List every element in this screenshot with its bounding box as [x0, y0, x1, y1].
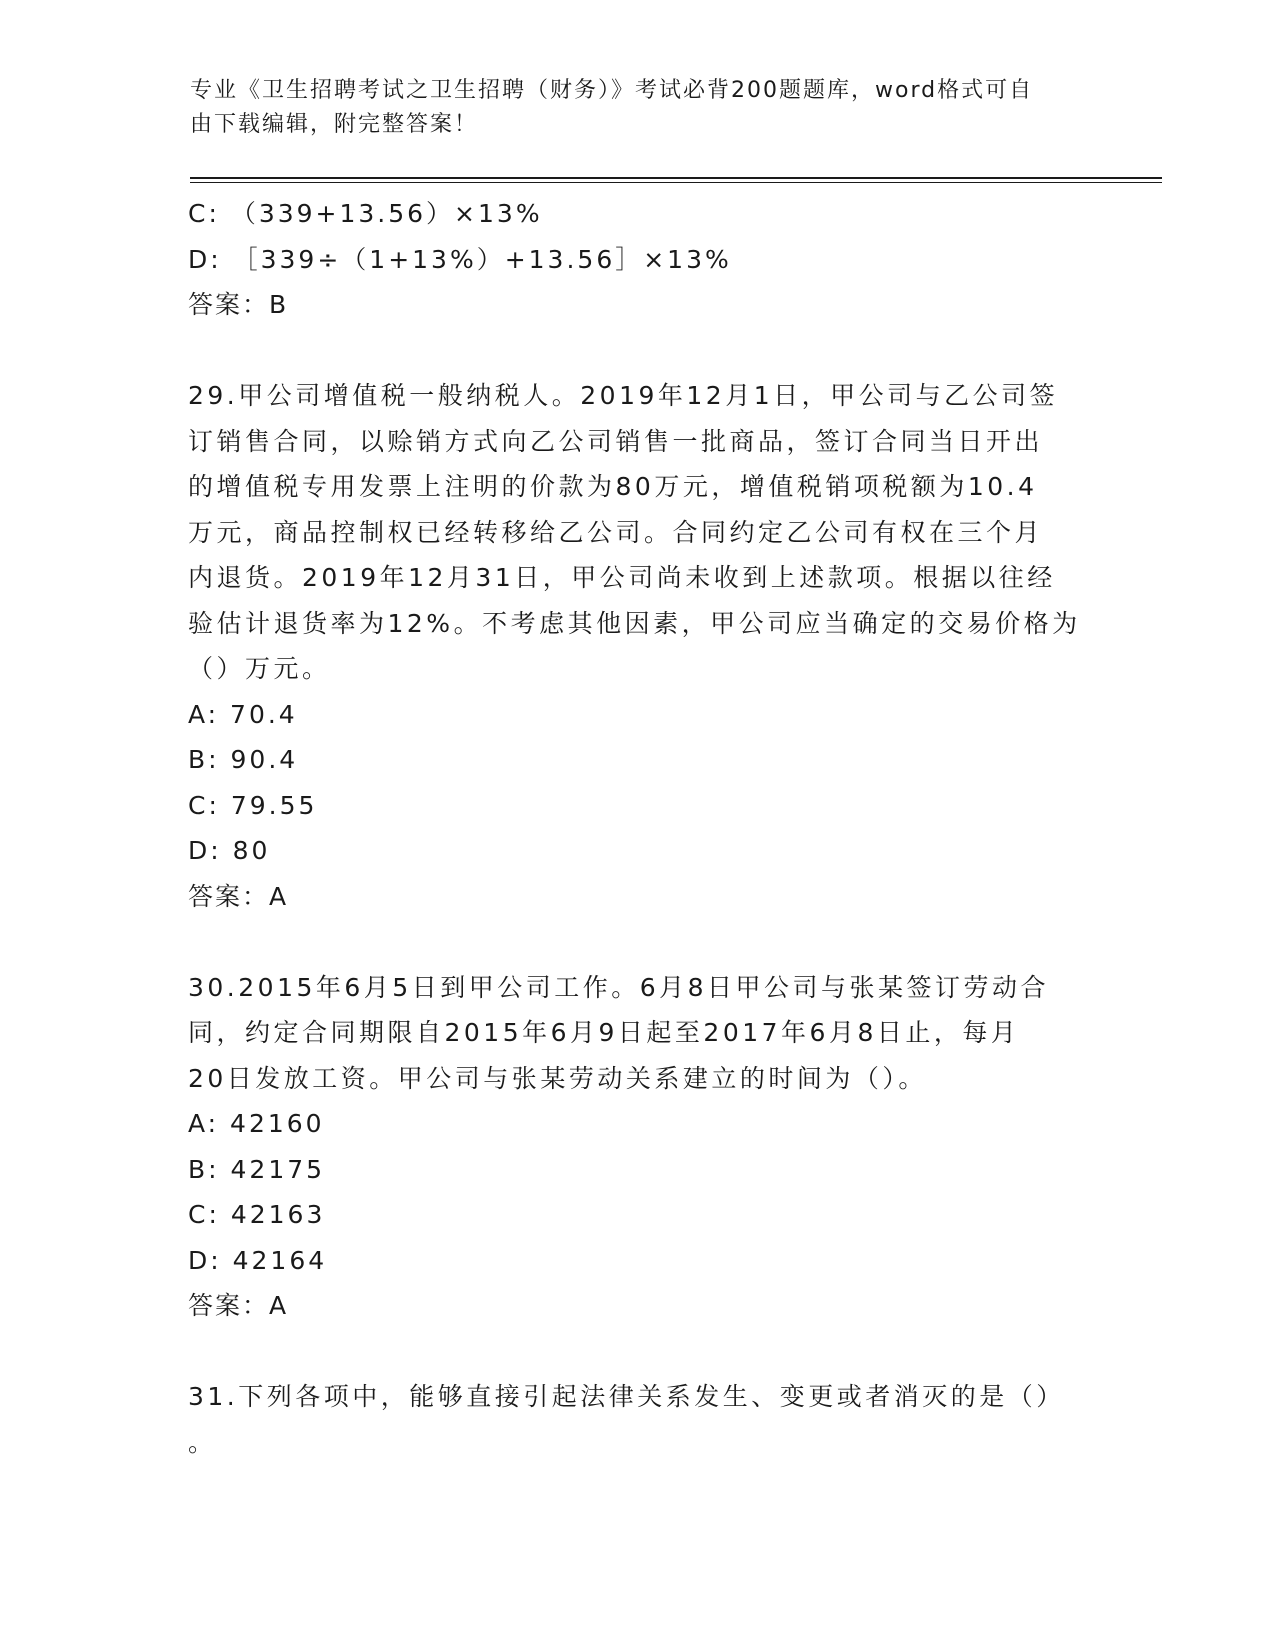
header-line-2: 由下载编辑，附完整答案！ — [190, 112, 479, 137]
question-30 — [188, 965, 1088, 1329]
document-header — [190, 74, 1070, 142]
question-30-line: 30.2015年6月5日到甲公司工作。6月8日甲公司与张某签订劳动合 — [188, 972, 1050, 1002]
option-d: D: 80 — [188, 836, 271, 865]
option-b: B: 42175 — [188, 1154, 326, 1184]
question-29-line: 29.甲公司增值税一般纳税人。2019年12月1日，甲公司与乙公司签 — [188, 381, 1059, 410]
option-c: C: 42163 — [188, 1200, 326, 1229]
header-rule-thick — [190, 177, 1162, 179]
option-c: C: （339+13.56）×13% — [188, 199, 543, 228]
question-31-line: 。 — [188, 1427, 217, 1457]
header-line-1: 专业《卫生招聘考试之卫生招聘（财务）》考试必背200题题库，word格式可自 — [190, 78, 1034, 103]
question-29-line: 验估计退货率为12%。不考虑其他因素，甲公司应当确定的交易价格为 — [188, 608, 1081, 638]
question-30-line: 同，约定合同期限自2015年6月9日起至2017年6月8日止，每月 — [188, 1018, 1020, 1047]
answer-label: 答案：A — [188, 881, 289, 911]
document-body — [188, 191, 1088, 1465]
option-c: C: 79.55 — [188, 790, 318, 820]
question-31 — [188, 1374, 1088, 1465]
option-a: A: 42160 — [188, 1109, 325, 1138]
option-d: D: 42164 — [188, 1245, 328, 1275]
question-29-line: 内退货。2019年12月31日，甲公司尚未收到上述款项。根据以往经 — [188, 563, 1056, 592]
header-rule-thin — [190, 182, 1162, 183]
question-29-line: 订销售合同，以赊销方式向乙公司销售一批商品，签订合同当日开出 — [188, 426, 1044, 456]
question-30-line: 20日发放工资。甲公司与张某劳动关系建立的时间为（）。 — [188, 1063, 927, 1093]
option-b: B: 90.4 — [188, 745, 299, 774]
question-29-line: （）万元。 — [188, 654, 331, 683]
question-29-line: 的增值税专用发票上注明的价款为80万元，增值税销项税额为10.4 — [188, 472, 1038, 501]
question-29-line: 万元，商品控制权已经转移给乙公司。合同约定乙公司有权在三个月 — [188, 517, 1044, 547]
question-31-line: 31.下列各项中，能够直接引起法律关系发生、变更或者消灭的是（） — [188, 1382, 1065, 1411]
answer-label: 答案：A — [188, 1291, 289, 1320]
option-a: A: 70.4 — [188, 699, 298, 729]
option-d: D: ［339÷（1+13%）+13.56］×13% — [188, 244, 732, 274]
question-29 — [188, 373, 1088, 919]
answer-label: 答案：B — [188, 290, 289, 319]
